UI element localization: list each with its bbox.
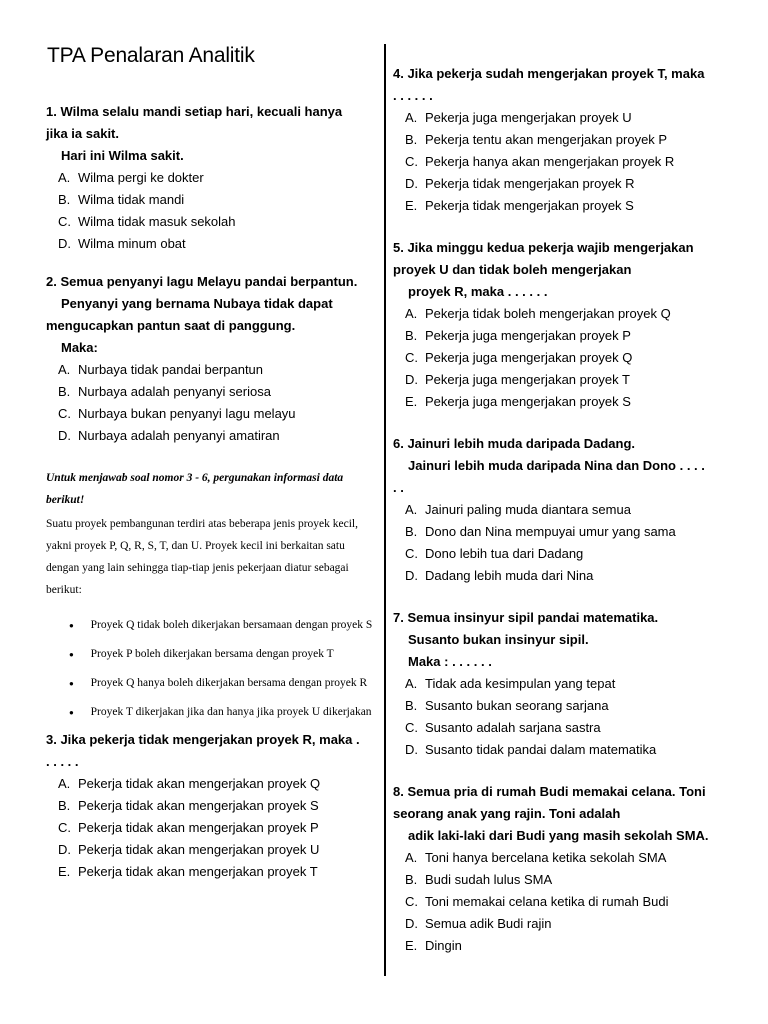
option[interactable] xyxy=(393,847,743,869)
option[interactable] xyxy=(393,347,743,369)
option-text: Toni memakai celana ketika di rumah Budi xyxy=(425,894,669,909)
option[interactable] xyxy=(393,565,743,587)
question-text: 4. Jika pekerja sudah mengerjakan proyek T, maka xyxy=(393,66,705,81)
question-text: 7. Semua insinyur sipil pandai matematika. xyxy=(393,610,659,625)
option-letter: C. xyxy=(58,820,71,835)
info-section xyxy=(46,467,376,723)
option[interactable] xyxy=(393,913,743,935)
option-letter: C. xyxy=(405,894,418,909)
option-letter: E. xyxy=(405,938,418,953)
option[interactable] xyxy=(393,935,743,957)
question-text: proyek R, maka . . . . . . xyxy=(408,284,548,299)
option-text: Wilma pergi ke dokter xyxy=(78,170,204,185)
option[interactable] xyxy=(393,369,743,391)
rule-item xyxy=(46,615,376,636)
question-text: Penyanyi yang bernama Nubaya tidak dapat xyxy=(61,296,333,311)
question-text: Maka: xyxy=(61,340,98,355)
option-letter: A. xyxy=(58,170,71,185)
rule-text: Proyek Q hanya boleh dikerjakan bersama dengan proyek R xyxy=(90,677,368,689)
option-letter: C. xyxy=(58,214,71,229)
page-title: TPA Penalaran Analitik xyxy=(47,44,255,67)
question-text: 6. Jainuri lebih muda daripada Dadang. xyxy=(393,436,635,451)
option-letter: A. xyxy=(405,850,418,865)
option-letter: A. xyxy=(58,362,71,377)
question-text: Hari ini Wilma sakit. xyxy=(61,148,184,163)
option[interactable] xyxy=(46,839,376,861)
option-text: Wilma tidak masuk sekolah xyxy=(78,214,236,229)
option[interactable] xyxy=(46,211,376,233)
option[interactable] xyxy=(393,891,743,913)
option-letter: D. xyxy=(405,568,418,583)
question-4 xyxy=(393,63,743,107)
option-letter: D. xyxy=(405,372,418,387)
info-heading: Untuk menjawab soal nomor 3 - 6, pergunakan informasi data berikut! xyxy=(46,472,344,506)
option[interactable] xyxy=(393,695,743,717)
option-letter: B. xyxy=(58,798,71,813)
bullet-icon: ● xyxy=(69,679,74,688)
rule-item xyxy=(46,702,376,723)
question-text: seorang anak yang rajin. Toni adalah xyxy=(393,806,621,821)
option-letter: E. xyxy=(405,198,418,213)
option-text: Pekerja hanya akan mengerjakan proyek R xyxy=(425,154,675,169)
option[interactable] xyxy=(393,107,743,129)
option-text: Pekerja tidak akan mengerjakan proyek P xyxy=(78,820,319,835)
option[interactable] xyxy=(393,325,743,347)
bullet-icon: ● xyxy=(69,708,74,717)
option-text: Pekerja tidak mengerjakan proyek S xyxy=(425,198,634,213)
bullet-icon: ● xyxy=(69,621,74,630)
option-letter: D. xyxy=(405,742,418,757)
option[interactable] xyxy=(46,233,376,255)
option-letter: D. xyxy=(58,236,71,251)
rule-text: Proyek T dikerjakan jika dan hanya jika proyek U dikerjakan xyxy=(90,706,372,718)
question-6-options xyxy=(393,499,743,587)
option-text: Susanto tidak pandai dalam matematika xyxy=(425,742,657,757)
option[interactable] xyxy=(393,543,743,565)
option-text: Pekerja tidak akan mengerjakan proyek U xyxy=(78,842,320,857)
option[interactable] xyxy=(46,795,376,817)
option[interactable] xyxy=(393,173,743,195)
option[interactable] xyxy=(46,167,376,189)
option[interactable] xyxy=(46,773,376,795)
question-text: 8. Semua pria di rumah Budi memakai celana. Toni xyxy=(393,784,706,799)
option-text: Pekerja tidak mengerjakan proyek R xyxy=(425,176,635,191)
option[interactable] xyxy=(393,717,743,739)
option-text: Pekerja juga mengerjakan proyek U xyxy=(425,110,632,125)
rule-text: Proyek Q tidak boleh dikerjakan bersamaan dengan proyek S xyxy=(90,619,373,631)
question-8 xyxy=(393,781,743,847)
option-text: Semua adik Budi rajin xyxy=(425,916,552,931)
option-text: Pekerja tidak akan mengerjakan proyek S xyxy=(78,798,319,813)
option-letter: B. xyxy=(58,384,71,399)
question-text: 2. Semua penyanyi lagu Melayu pandai berpantun. xyxy=(46,274,358,289)
info-body: Suatu proyek pembangunan terdiri atas beberapa jenis proyek kecil, yakni proyek P, Q, R, S, T, dan U. Proyek kecil ini berkaitan satu dengan yang lain sehingga tiap-tiap jenis pekerjaan diatur sebagai berikut: xyxy=(46,518,358,596)
option-text: Pekerja juga mengerjakan proyek T xyxy=(425,372,630,387)
question-8-options xyxy=(393,847,743,957)
question-text: . . . . . xyxy=(46,754,79,769)
option-letter: A. xyxy=(405,502,418,517)
question-3-options xyxy=(46,773,376,883)
option[interactable] xyxy=(393,673,743,695)
column-divider xyxy=(384,44,386,976)
option-letter: B. xyxy=(405,132,418,147)
option-text: Dono lebih tua dari Dadang xyxy=(425,546,584,561)
option-letter: C. xyxy=(58,406,71,421)
question-7 xyxy=(393,607,743,673)
rule-item xyxy=(46,644,376,665)
option-text: Pekerja juga mengerjakan proyek P xyxy=(425,328,631,343)
option-text: Nurbaya adalah penyanyi amatiran xyxy=(78,428,280,443)
option[interactable] xyxy=(46,403,376,425)
option[interactable] xyxy=(393,521,743,543)
option-letter: A. xyxy=(405,110,418,125)
question-1 xyxy=(46,101,376,167)
left-column xyxy=(46,101,376,883)
question-5 xyxy=(393,237,743,303)
option-text: Pekerja juga mengerjakan proyek S xyxy=(425,394,631,409)
option-letter: A. xyxy=(405,676,418,691)
rule-text: Proyek P boleh dikerjakan bersama dengan proyek T xyxy=(90,648,334,660)
option-text: Nurbaya adalah penyanyi seriosa xyxy=(78,384,271,399)
option[interactable] xyxy=(393,391,743,413)
option-letter: A. xyxy=(58,776,71,791)
question-text: proyek U dan tidak boleh mengerjakan xyxy=(393,262,632,277)
question-1-options xyxy=(46,167,376,255)
question-text: mengucapkan pantun saat di panggung. xyxy=(46,318,296,333)
option-text: Pekerja tidak boleh mengerjakan proyek Q xyxy=(425,306,671,321)
option[interactable] xyxy=(393,303,743,325)
option[interactable] xyxy=(393,499,743,521)
option[interactable] xyxy=(46,425,376,447)
option-text: Jainuri paling muda diantara semua xyxy=(425,502,631,517)
option-letter: E. xyxy=(405,394,418,409)
option-letter: D. xyxy=(405,176,418,191)
option[interactable] xyxy=(393,151,743,173)
option-text: Dingin xyxy=(425,938,462,953)
option-text: Dadang lebih muda dari Nina xyxy=(425,568,594,583)
option-text: Nurbaya tidak pandai berpantun xyxy=(78,362,264,377)
question-7-options xyxy=(393,673,743,761)
question-text: 3. Jika pekerja tidak mengerjakan proyek R, maka . xyxy=(46,732,360,747)
option-text: Pekerja juga mengerjakan proyek Q xyxy=(425,350,633,365)
question-text: Jainuri lebih muda daripada Nina dan Dono . . . . xyxy=(408,458,705,473)
option[interactable] xyxy=(393,195,743,217)
option-text: Budi sudah lulus SMA xyxy=(425,872,553,887)
option-letter: B. xyxy=(58,192,71,207)
question-text: jika ia sakit. xyxy=(46,126,119,141)
option[interactable] xyxy=(393,129,743,151)
question-4-options xyxy=(393,107,743,217)
option-text: Wilma tidak mandi xyxy=(78,192,185,207)
question-2 xyxy=(46,271,376,359)
option-letter: B. xyxy=(405,698,418,713)
question-text: . . xyxy=(393,480,404,495)
option-letter: E. xyxy=(58,864,71,879)
question-text: Susanto bukan insinyur sipil. xyxy=(408,632,589,647)
option-text: Nurbaya bukan penyanyi lagu melayu xyxy=(78,406,296,421)
question-text: adik laki-laki dari Budi yang masih sekolah SMA. xyxy=(408,828,709,843)
option-text: Susanto adalah sarjana sastra xyxy=(425,720,601,735)
question-6 xyxy=(393,433,743,499)
rule-list xyxy=(46,615,376,723)
option-text: Dono dan Nina mempuyai umur yang sama xyxy=(425,524,676,539)
right-column xyxy=(393,63,743,957)
option[interactable] xyxy=(46,381,376,403)
option-letter: B. xyxy=(405,524,418,539)
option[interactable] xyxy=(393,869,743,891)
question-5-options xyxy=(393,303,743,413)
question-text: Maka : . . . . . . xyxy=(408,654,492,669)
option-letter: A. xyxy=(405,306,418,321)
option-letter: C. xyxy=(405,154,418,169)
option-letter: C. xyxy=(405,350,418,365)
rule-item xyxy=(46,673,376,694)
bullet-icon: ● xyxy=(69,650,74,659)
option-letter: D. xyxy=(58,842,71,857)
option-letter: D. xyxy=(58,428,71,443)
option-letter: B. xyxy=(405,872,418,887)
option[interactable] xyxy=(46,861,376,883)
question-text: 1. Wilma selalu mandi setiap hari, kecuali hanya xyxy=(46,104,343,119)
question-text: . . . . . . xyxy=(393,88,433,103)
option-letter: D. xyxy=(405,916,418,931)
option-text: Toni hanya bercelana ketika sekolah SMA xyxy=(425,850,667,865)
option-text: Susanto bukan seorang sarjana xyxy=(425,698,609,713)
option[interactable] xyxy=(393,739,743,761)
option[interactable] xyxy=(46,189,376,211)
option-text: Pekerja tidak akan mengerjakan proyek Q xyxy=(78,776,321,791)
option-letter: C. xyxy=(405,720,418,735)
option-text: Pekerja tidak akan mengerjakan proyek T xyxy=(78,864,318,879)
question-text: 5. Jika minggu kedua pekerja wajib mengerjakan xyxy=(393,240,694,255)
option-text: Pekerja tentu akan mengerjakan proyek P xyxy=(425,132,668,147)
option-text: Wilma minum obat xyxy=(78,236,186,251)
question-3 xyxy=(46,729,376,773)
option-text: Tidak ada kesimpulan yang tepat xyxy=(425,676,616,691)
option[interactable] xyxy=(46,359,376,381)
question-2-options xyxy=(46,359,376,447)
option-letter: B. xyxy=(405,328,418,343)
option-letter: C. xyxy=(405,546,418,561)
option[interactable] xyxy=(46,817,376,839)
